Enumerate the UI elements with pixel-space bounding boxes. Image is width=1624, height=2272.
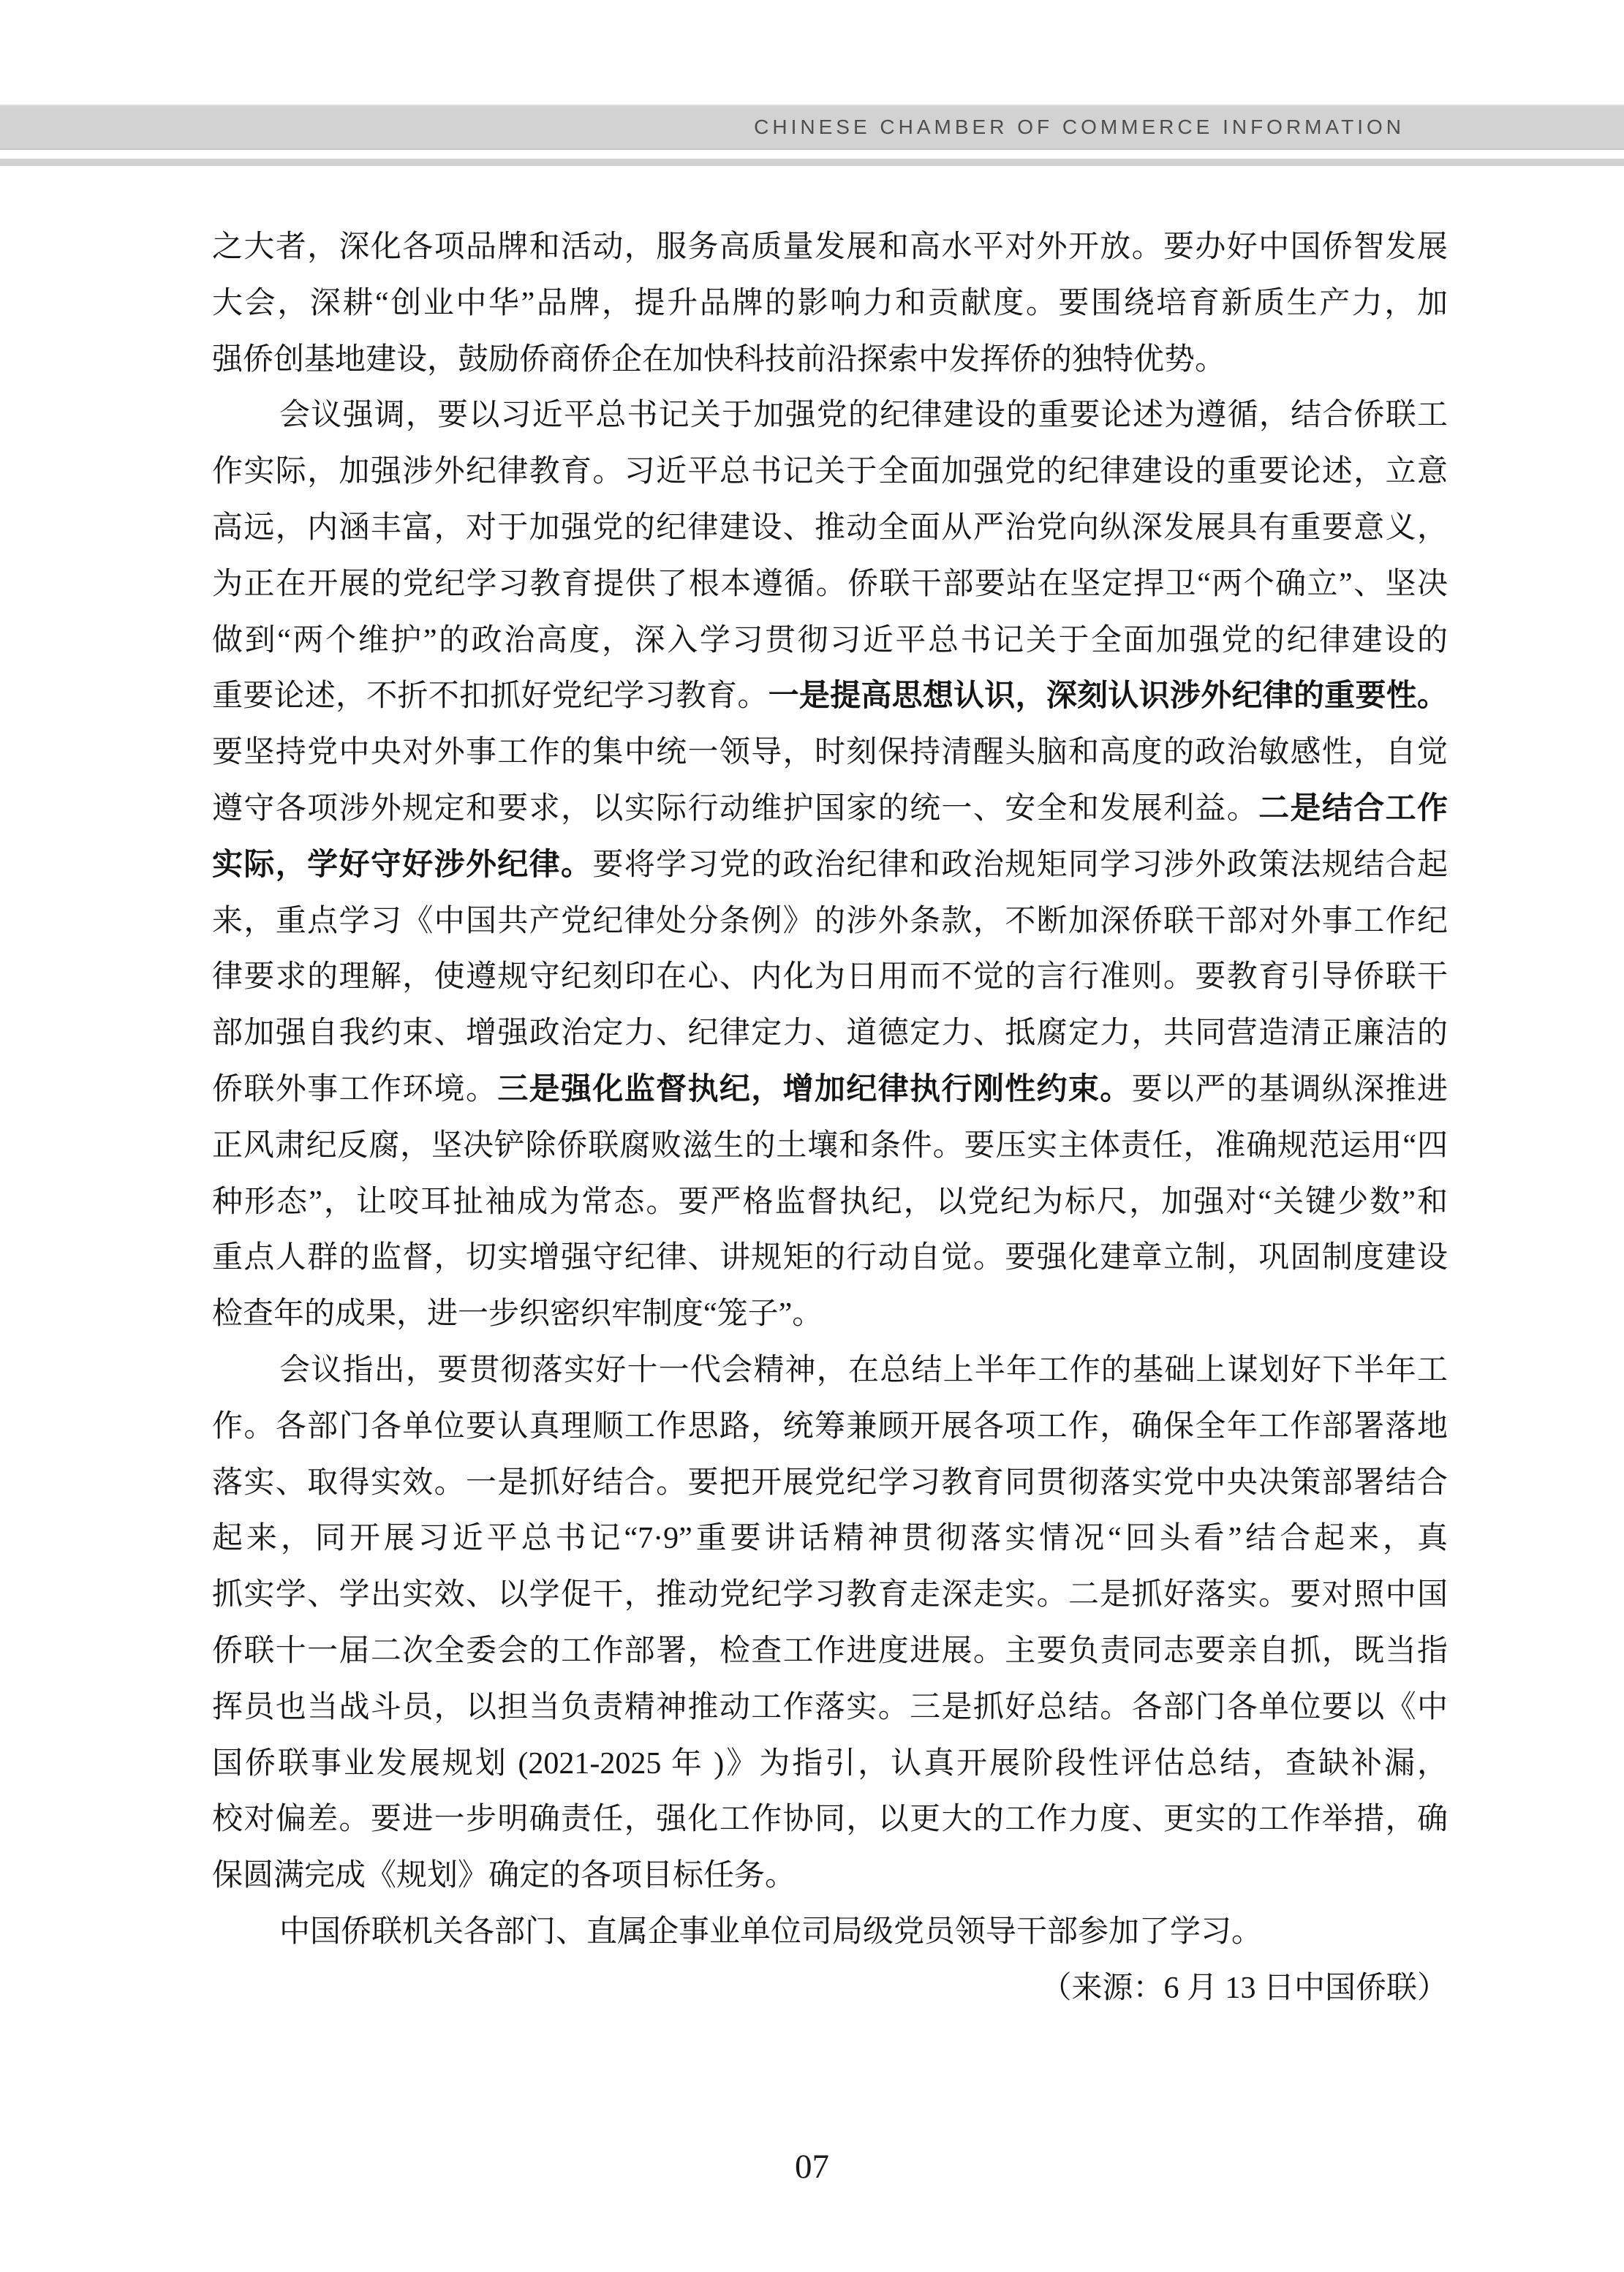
text-segment: 律要求的理解，使遵规守纪刻印在心、内化为日用而不觉的言行准则。要教育引导侨联干: [212, 960, 1448, 995]
text-line: [212, 1343, 1448, 1399]
text-segment: 校对偏差。要进一步明确责任，强化工作协同，以更大的工作力度、更实的工作举措，确: [212, 1803, 1448, 1837]
text-segment: 大会，深耕“创业中华”品牌，提升品牌的影响力和贡献度。要围绕培育新质生产力，加: [212, 286, 1448, 320]
text-segment: 会议指出，要贯彻落实好十一代会精神，在总结上半年工作的基础上谋划好下半年工: [279, 1353, 1448, 1387]
text-line: [212, 613, 1448, 669]
text-segment: 作实际，加强涉外纪律教育。习近平总书记关于全面加强党的纪律建设的重要论述，立意: [212, 455, 1448, 489]
text-segment: 重点人群的监督，切实增强守纪律、讲规矩的行动自觉。要强化建章立制，巩固制度建设: [212, 1241, 1448, 1275]
text-line: [212, 1736, 1448, 1792]
text-segment: 侨联外事工作环境。: [212, 1072, 498, 1106]
text-line: [212, 1455, 1448, 1511]
text-segment: 为正在开展的党纪学习教育提供了根本遵循。侨联干部要站在坚定捍卫“两个确立”、坚决: [212, 567, 1448, 601]
text-segment: 要以严的基调纵深推进: [1131, 1072, 1448, 1106]
bold-text-segment: 三是强化监督执纪，增加纪律执行刚性约束。: [497, 1072, 1132, 1106]
text-line: [212, 1623, 1448, 1680]
text-segment: 要将学习党的政治纪律和政治规矩同学习涉外政策法规结合起: [592, 848, 1448, 882]
text-line: [212, 1848, 1448, 1904]
text-line: [212, 837, 1448, 894]
text-segment: 种形态”，让咬耳扯袖成为常态。要严格监督执纪，以党纪为标尺，加强对“关键少数”和: [212, 1185, 1448, 1219]
text-segment: 来，重点学习《中国共产党纪律处分条例》的涉外条款，不断加深侨联干部对外事工作纪: [212, 904, 1448, 938]
text-line: [212, 444, 1448, 500]
text-line: [212, 1792, 1448, 1848]
text-segment: 会议强调，要以习近平总书记关于加强党的纪律建设的重要论述为遵循，结合侨联工: [279, 399, 1448, 433]
page-number: 07: [795, 2148, 829, 2186]
text-line: [212, 1174, 1448, 1231]
text-segment: （来源：6 月 13 日中国侨联）: [1041, 1971, 1448, 2005]
text-segment: 强侨创基地建设，鼓励侨商侨企在加快科技前沿探索中发挥侨的独特优势。: [212, 342, 1226, 377]
text-segment: 正风肃纪反腐，坚决铲除侨联腐败滋生的土壤和条件。要压实主体责任，准确规范运用“四: [212, 1128, 1448, 1163]
text-line: [212, 949, 1448, 1005]
bold-text-segment: 二是结合工作: [1258, 791, 1448, 826]
text-line: [212, 1005, 1448, 1062]
text-line: [212, 781, 1448, 837]
text-line: [212, 1960, 1448, 2017]
text-segment: 中国侨联机关各部门、直属企事业单位司局级党员领导干部参加了学习。: [279, 1914, 1263, 1949]
text-line: [212, 1680, 1448, 1736]
bold-text-segment: 一是提高思想认识，深刻认识涉外纪律的重要性。: [768, 679, 1448, 714]
text-segment: 落实、取得实效。一是抓好结合。要把开展党纪学习教育同贯彻落实党中央决策部署结合: [212, 1465, 1448, 1500]
text-line: [212, 1399, 1448, 1455]
text-line: [212, 1904, 1448, 1960]
text-segment: 起来，同开展习近平总书记“7·9”重要讲话精神贯彻落实情况“回头看”结合起来，真: [212, 1522, 1448, 1556]
text-segment: 挥员也当战斗员，以担当负责精神推动工作落实。三是抓好总结。各部门各单位要以《中: [212, 1690, 1448, 1724]
text-segment: 国侨联事业发展规划 (2021-2025 年 )》为指引，认真开展阶段性评估总结，查缺补漏，: [212, 1746, 1448, 1781]
text-line: [212, 1567, 1448, 1623]
text-line: [212, 1230, 1448, 1286]
header-band-thin-rule: [0, 159, 1624, 166]
text-line: [212, 1286, 1448, 1343]
text-segment: 保圆满完成《规划》确定的各项目标任务。: [212, 1859, 796, 1893]
text-segment: 检查年的成果，进一步织密织牢制度“笼子”。: [212, 1297, 823, 1332]
text-line: [212, 668, 1448, 725]
text-line: [212, 388, 1448, 444]
text-line: [212, 276, 1448, 332]
text-line: [212, 556, 1448, 613]
text-segment: 要坚持党中央对外事工作的集中统一领导，时刻保持清醒头脑和高度的政治敏感性，自觉: [212, 736, 1448, 770]
text-line: [212, 1511, 1448, 1567]
text-line: [212, 1062, 1448, 1118]
text-segment: 抓实学、学出实效、以学促干，推动党纪学习教育走深走实。二是抓好落实。要对照中国: [212, 1578, 1448, 1612]
text-segment: 遵守各项涉外规定和要求，以实际行动维护国家的统一、安全和发展利益。: [212, 791, 1259, 826]
text-segment: 高远，内涵丰富，对于加强党的纪律建设、推动全面从严治党向纵深发展具有重要意义，: [212, 510, 1448, 545]
text-segment: 之大者，深化各项品牌和活动，服务高质量发展和高水平对外开放。要办好中国侨智发展: [212, 230, 1448, 264]
text-line: [212, 725, 1448, 781]
text-segment: 重要论述，不折不扣抓好党纪学习教育。: [212, 679, 768, 714]
bold-text-segment: 实际，学好守好涉外纪律。: [212, 848, 593, 882]
text-line: [212, 500, 1448, 556]
text-line: [212, 332, 1448, 388]
text-line: [212, 1118, 1448, 1174]
text-segment: 作。各部门各单位要认真理顺工作思路，统筹兼顾开展各项工作，确保全年工作部署落地: [212, 1409, 1448, 1443]
text-segment: 侨联十一届二次全委会的工作部署，检查工作进度进展。主要负责同志要亲自抓，既当指: [212, 1634, 1448, 1668]
text-line: [212, 219, 1448, 276]
text-line: [212, 894, 1448, 950]
header-band: [0, 105, 1624, 150]
header-band-title: CHINESE CHAMBER OF COMMERCE INFORMATION: [754, 116, 1405, 138]
text-segment: 部加强自我约束、增强政治定力、纪律定力、道德定力、抵腐定力，共同营造清正廉洁的: [212, 1016, 1448, 1051]
text-segment: 做到“两个维护”的政治高度，深入学习贯彻习近平总书记关于全面加强党的纪律建设的: [212, 623, 1448, 657]
article-body: [212, 219, 1448, 2017]
